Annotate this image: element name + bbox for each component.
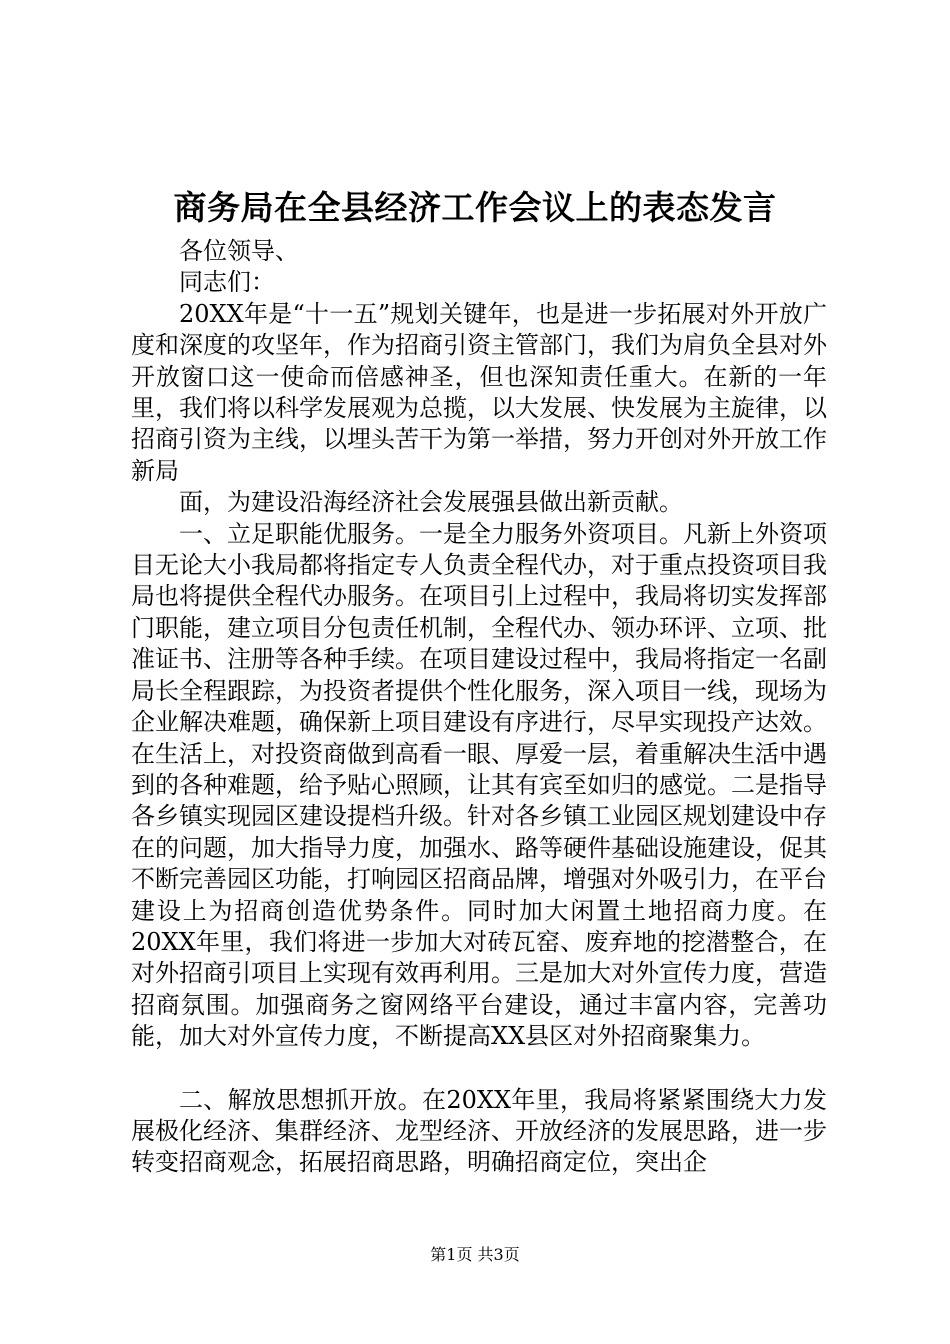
page-number-footer: 第1页 共3页 — [430, 1245, 520, 1264]
salutation-leaders: 各位领导、 — [179, 237, 299, 265]
paragraph-section-one: 一、立足职能优服务。一是全力服务外资项目。凡新上外资项目无论大小我局都将指定专人负责全程代办，对于重点投资项目我局也将提供全程代办服务。在项目引上过程中，我局将切实发挥部门职能，建立项目分包责任机制，全程代办、领办环评、立项、批准证书、注册等各种手续。在项目建设过程中，我局将指定一名副局长全程跟踪，为投资者提供个性化服务，深入项目一线，现场为企业解决难题，确保新上项目建设有序进行，尽早实现投产达效。在生活上，对投资商做到高看一眼、厚爱一层，着重解决生活中遇到的各种难题，给予贴心照顾，让其有宾至如归的感觉。二是指导各乡镇实现园区建设提档升级。针对各乡镇工业园区规划建设中存在的问题，加大指导力度，加强水、路等硬件基础设施建设，促其不断完善园区功能，打响园区招商品牌，增强对外吸引力，在平台建设上为招商创造优势条件。同时加大闲置土地招商力度。在20XX年里，我们将进一步加大对砖瓦窑、废弃地的挖潜整合，在对外招商引项目上实现有效再利用。三是加大对外宣传力度，营造招商氛围。加强商务之窗网络平台建设，通过丰富内容，完善功能，加大对外宣传力度，不断提高XX县区对外招商聚集力。 — [131, 519, 827, 1051]
document-title: 商务局在全县经济工作会议上的表态发言 — [173, 188, 777, 227]
paragraph-section-two: 二、解放思想抓开放。在20XX年里，我局将紧紧围绕大力发展极化经济、集群经济、龙型经济、开放经济的发展思路，进一步转变招商观念，拓展招商思路，明确招商定位，突出企 — [131, 1085, 827, 1177]
paragraph-intro-continued: 面，为建设沿海经济社会发展强县做出新贡献。 — [179, 488, 683, 517]
paragraph-intro: 20XX年是“十一五”规划关键年，也是进一步拓展对外开放广度和深度的攻坚年，作为招商引资主管部门，我们为肩负全县对外开放窗口这一使命而倍感神圣，但也深知责任重大。在新的一年里，我们将以科学发展观为总揽，以大发展、快发展为主旋律，以招商引资为主线，以埋头苦干为第一举措，努力开创对外开放工作新局 — [131, 299, 827, 485]
document-body — [131, 236, 827, 1179]
salutation-comrades: 同志们： — [179, 268, 275, 297]
